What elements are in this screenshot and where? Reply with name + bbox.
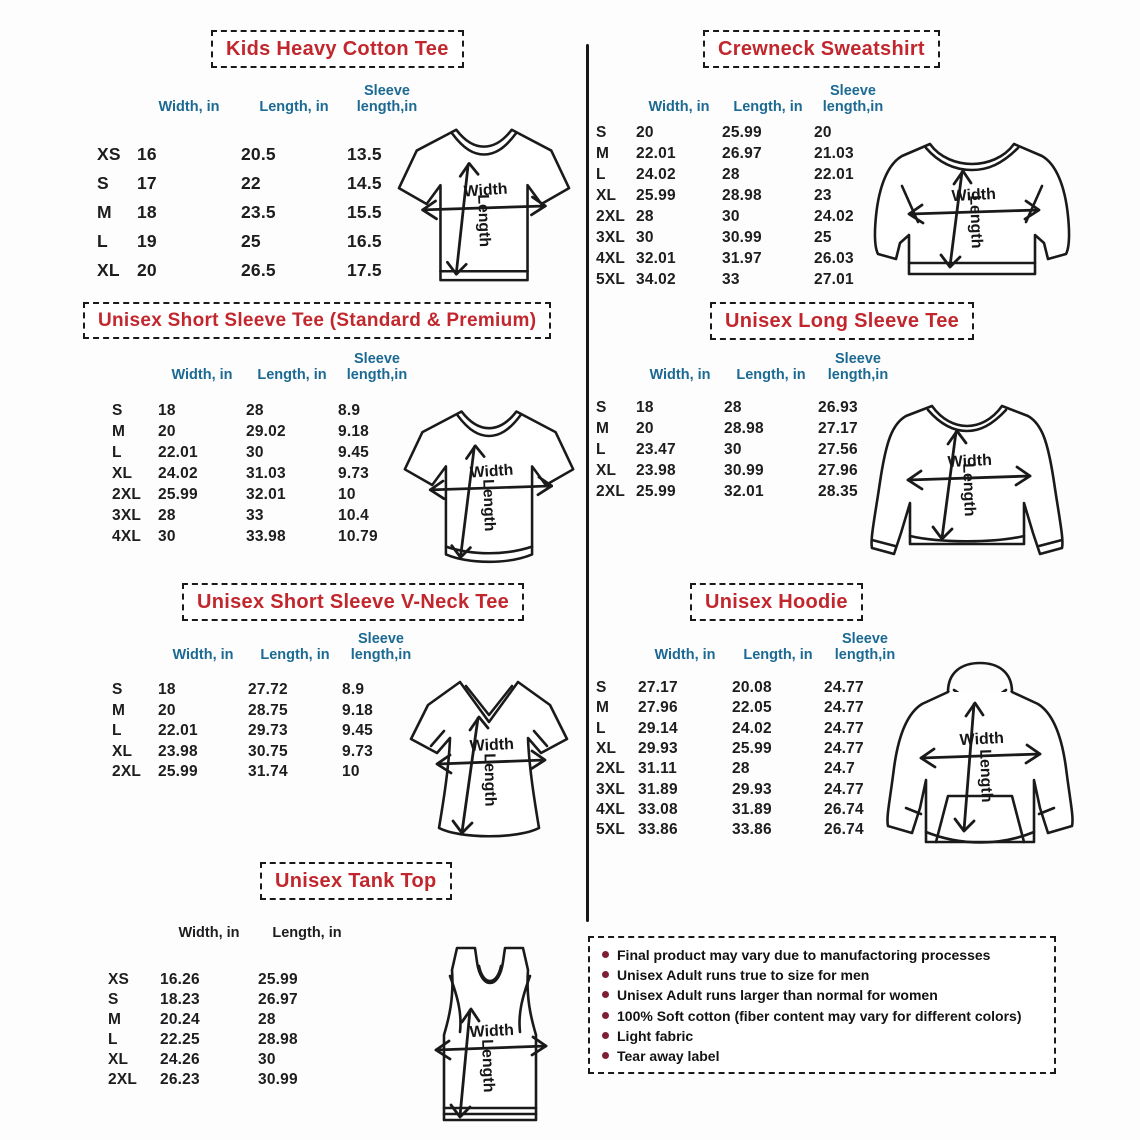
measurement-value: 20 — [158, 422, 176, 440]
measurement-value: 34.02 — [636, 270, 676, 288]
column-header: Width, in — [172, 647, 234, 664]
size-row — [112, 526, 416, 547]
size-label: M — [596, 144, 610, 162]
column-header: Width, in — [171, 367, 233, 384]
measurement-value: 27.01 — [814, 270, 854, 288]
measurement-value: 30 — [158, 527, 176, 545]
size-row — [112, 442, 416, 463]
length-arrow-label: Length — [966, 194, 985, 249]
width-arrow-label: Width — [469, 461, 514, 482]
column-header: Width, in — [178, 925, 240, 942]
measurement-value: 30.75 — [248, 742, 288, 760]
measurement-value: 10.4 — [338, 506, 369, 524]
measurement-value: 26.74 — [824, 800, 864, 818]
measurement-value: 9.45 — [338, 443, 369, 461]
measurement-value: 20.5 — [241, 144, 276, 164]
size-label: 4XL — [596, 249, 626, 267]
column-header: Width, in — [648, 99, 710, 116]
measurement-value: 20 — [137, 260, 157, 280]
width-arrow-label: Width — [469, 1021, 515, 1042]
measurement-value: 22.01 — [158, 722, 198, 740]
measurement-value: 20.24 — [160, 1011, 200, 1028]
size-row — [596, 206, 892, 227]
note-item — [602, 1008, 1044, 1025]
size-row — [596, 248, 892, 269]
size-row — [108, 1010, 356, 1030]
size-table-unisex-short-sleeve-tee — [112, 350, 416, 547]
bullet-icon — [602, 991, 609, 998]
measurement-value: 31.89 — [732, 800, 772, 818]
note-text: Final product may vary due to manufactoring processes — [617, 947, 991, 963]
measurement-value: 30 — [724, 440, 742, 458]
measurement-value: 29.93 — [732, 780, 772, 798]
bullet-icon — [602, 971, 609, 978]
measurement-value: 27.72 — [248, 681, 288, 699]
size-label: 2XL — [108, 1071, 138, 1088]
column-header: Length, in — [259, 99, 329, 116]
measurement-value: 31.89 — [638, 780, 678, 798]
size-row — [596, 739, 906, 759]
measurement-value: 26.5 — [241, 260, 276, 280]
measurement-value: 31.74 — [248, 763, 288, 781]
measurement-value: 18 — [137, 202, 157, 222]
measurement-value: 25.99 — [258, 971, 298, 988]
column-header: Length, in — [260, 647, 330, 664]
size-row — [97, 256, 427, 285]
size-row — [108, 1030, 356, 1050]
size-row — [596, 418, 898, 439]
size-label: S — [112, 681, 123, 699]
kids-tee-illustration — [390, 110, 578, 294]
column-header: Width, in — [649, 367, 711, 384]
measurement-value: 26.03 — [814, 249, 854, 267]
measurement-value: 27.56 — [818, 440, 858, 458]
measurement-value: 23 — [814, 186, 832, 204]
column-header: Sleeve length,in — [350, 631, 412, 664]
measurement-value: 17.5 — [347, 260, 382, 280]
table-title-unisex-long-sleeve-tee: Unisex Long Sleeve Tee — [710, 302, 974, 340]
measurement-value: 17 — [137, 173, 157, 193]
size-label: M — [596, 699, 610, 717]
size-row — [596, 800, 906, 820]
measurement-value: 25.99 — [722, 123, 762, 141]
measurement-value: 16 — [137, 144, 157, 164]
measurement-value: 24.77 — [824, 740, 864, 758]
measurement-value: 20 — [158, 701, 176, 719]
size-row — [596, 269, 892, 290]
size-row — [596, 439, 898, 460]
size-label: 2XL — [596, 760, 626, 778]
measurement-value: 20 — [636, 123, 654, 141]
size-label: L — [112, 443, 122, 461]
length-arrow-label: Length — [976, 748, 995, 803]
measurement-value: 22.25 — [160, 1031, 200, 1048]
measurement-value: 24.02 — [732, 719, 772, 737]
measurement-value: 25.99 — [158, 485, 198, 503]
note-text: Unisex Adult runs true to size for men — [617, 967, 870, 984]
size-row — [97, 198, 427, 227]
size-row — [596, 481, 898, 502]
size-label: 3XL — [596, 228, 626, 246]
measurement-value: 29.14 — [638, 719, 678, 737]
size-label: M — [112, 422, 126, 440]
long-sleeve-tee-illustration — [860, 388, 1086, 580]
note-item — [602, 1048, 1044, 1065]
column-header: Length, in — [272, 925, 342, 942]
measurement-value: 9.18 — [342, 701, 373, 719]
note-text: Light fabric — [617, 1027, 694, 1044]
width-arrow-label: Width — [463, 180, 509, 201]
measurement-value: 23.47 — [636, 440, 676, 458]
size-row — [596, 227, 892, 248]
crewneck-sweatshirt-illustration — [866, 126, 1078, 296]
size-row — [596, 164, 892, 185]
size-label: 5XL — [596, 270, 626, 288]
measurement-value: 16.26 — [160, 971, 200, 988]
measurement-value: 15.5 — [347, 202, 382, 222]
width-arrow-label: Width — [469, 735, 515, 756]
size-label: M — [97, 202, 112, 222]
measurement-value: 18 — [158, 681, 176, 699]
size-label: XL — [108, 1051, 129, 1068]
measurement-value: 18 — [158, 401, 176, 419]
size-row — [108, 1050, 356, 1070]
measurement-value: 29.73 — [248, 722, 288, 740]
measurement-value: 28.98 — [722, 186, 762, 204]
size-label: XL — [596, 186, 617, 204]
measurement-value: 29.02 — [246, 422, 286, 440]
measurement-value: 22.01 — [636, 144, 676, 162]
unisex-tee-illustration — [396, 390, 582, 576]
measurement-value: 30 — [636, 228, 654, 246]
size-row — [112, 701, 420, 722]
measurement-value: 27.17 — [818, 419, 858, 437]
size-label: 4XL — [596, 800, 626, 818]
table-title-unisex-hoodie: Unisex Hoodie — [690, 583, 863, 621]
measurement-value: 10 — [342, 763, 360, 781]
size-label: S — [97, 173, 109, 193]
measurement-value: 26.97 — [722, 144, 762, 162]
measurement-value: 33.08 — [638, 800, 678, 818]
size-label: 3XL — [596, 780, 626, 798]
size-row — [112, 505, 416, 526]
size-row — [596, 185, 892, 206]
measurement-value: 32.01 — [246, 485, 286, 503]
measurement-value: 28 — [732, 760, 750, 778]
measurement-value: 21.03 — [814, 144, 854, 162]
measurement-value: 22.05 — [732, 699, 772, 717]
column-header: Width, in — [654, 647, 716, 664]
measurement-value: 24.7 — [824, 760, 855, 778]
column-divider-line — [586, 44, 589, 922]
size-row — [108, 970, 356, 990]
measurement-value: 20 — [814, 123, 832, 141]
measurement-value: 28.75 — [248, 701, 288, 719]
note-item — [602, 967, 1044, 984]
size-row — [97, 227, 427, 256]
note-item — [602, 987, 1044, 1004]
measurement-value: 16.5 — [347, 231, 382, 251]
measurement-value: 25.99 — [158, 763, 198, 781]
width-arrow-label: Width — [959, 729, 1005, 750]
measurement-value: 27.96 — [818, 461, 858, 479]
width-arrow-label: Width — [947, 451, 993, 472]
measurement-value: 31.11 — [638, 760, 677, 778]
size-row — [112, 762, 420, 783]
measurement-value: 33.98 — [246, 527, 286, 545]
table-title-unisex-short-sleeve-tee: Unisex Short Sleeve Tee (Standard & Premium) — [83, 302, 551, 339]
measurement-value: 30 — [246, 443, 264, 461]
size-table-kids-heavy-cotton-tee — [97, 82, 427, 285]
note-item — [602, 947, 1044, 964]
measurement-value: 18.23 — [160, 991, 200, 1008]
size-label: XL — [596, 461, 617, 479]
size-label: L — [596, 165, 606, 183]
size-label: L — [108, 1031, 118, 1048]
size-row — [596, 698, 906, 718]
column-header: Length, in — [733, 99, 803, 116]
measurement-value: 33 — [246, 506, 264, 524]
size-table-unisex-long-sleeve-tee — [596, 350, 898, 502]
measurement-value: 19 — [137, 231, 157, 251]
column-header: Length, in — [257, 367, 327, 384]
size-row — [108, 990, 356, 1010]
size-label: XL — [112, 464, 133, 482]
size-label: S — [596, 679, 607, 697]
product-notes-box — [588, 936, 1056, 1074]
size-label: S — [596, 123, 607, 141]
size-label: M — [596, 419, 610, 437]
size-row — [596, 397, 898, 418]
measurement-value: 18 — [636, 398, 654, 416]
size-row — [108, 1070, 356, 1090]
size-row — [112, 421, 416, 442]
measurement-value: 23.98 — [158, 742, 198, 760]
size-row — [97, 140, 427, 169]
measurement-value: 24.26 — [160, 1051, 200, 1068]
measurement-value: 23.98 — [636, 461, 676, 479]
measurement-value: 30 — [258, 1051, 276, 1068]
table-title-crewneck-sweatshirt: Crewneck Sweatshirt — [703, 30, 940, 68]
measurement-value: 26.23 — [160, 1071, 200, 1088]
size-row — [112, 484, 416, 505]
column-header: Sleeve length,in — [822, 83, 884, 116]
column-header: Sleeve length,in — [346, 351, 408, 384]
measurement-value: 22.01 — [158, 443, 198, 461]
size-label: 3XL — [112, 506, 142, 524]
tank-top-illustration — [404, 940, 576, 1128]
size-row — [596, 460, 898, 481]
size-table-unisex-tank-top — [108, 908, 356, 1090]
measurement-value: 33.86 — [638, 821, 678, 839]
measurement-value: 30.99 — [724, 461, 764, 479]
size-label: 5XL — [596, 821, 626, 839]
size-label: M — [108, 1011, 122, 1028]
size-label: 4XL — [112, 527, 142, 545]
measurement-value: 32.01 — [636, 249, 676, 267]
measurement-value: 31.97 — [722, 249, 762, 267]
measurement-value: 9.45 — [342, 722, 373, 740]
size-label: 2XL — [596, 207, 626, 225]
measurement-value: 9.73 — [338, 464, 369, 482]
note-item — [602, 1028, 1044, 1045]
column-header: Length, in — [743, 647, 813, 664]
measurement-value: 9.73 — [342, 742, 373, 760]
measurement-value: 24.02 — [158, 464, 198, 482]
size-label: L — [112, 722, 122, 740]
measurement-value: 33 — [722, 270, 740, 288]
size-row — [112, 742, 420, 763]
measurement-value: 25.99 — [732, 740, 772, 758]
measurement-value: 27.17 — [638, 679, 678, 697]
bullet-icon — [602, 1032, 609, 1039]
table-title-unisex-v-neck-tee: Unisex Short Sleeve V-Neck Tee — [182, 583, 524, 621]
measurement-value: 28.98 — [258, 1031, 298, 1048]
measurement-value: 28 — [158, 506, 176, 524]
measurement-value: 9.18 — [338, 422, 369, 440]
size-label: XL — [596, 740, 617, 758]
measurement-value: 25 — [241, 231, 261, 251]
measurement-value: 24.77 — [824, 780, 864, 798]
measurement-value: 32.01 — [724, 482, 764, 500]
size-row — [112, 463, 416, 484]
measurement-value: 25.99 — [636, 482, 676, 500]
size-row — [97, 169, 427, 198]
measurement-value: 24.77 — [824, 679, 864, 697]
size-row — [596, 779, 906, 799]
measurement-value: 27.96 — [638, 699, 678, 717]
size-label: 2XL — [112, 485, 142, 503]
measurement-value: 28.98 — [724, 419, 764, 437]
measurement-value: 30.99 — [722, 228, 762, 246]
measurement-value: 24.02 — [636, 165, 676, 183]
size-label: L — [97, 231, 108, 251]
measurement-value: 22.01 — [814, 165, 854, 183]
size-label: S — [112, 401, 123, 419]
measurement-value: 28 — [636, 207, 654, 225]
length-arrow-label: Length — [478, 1038, 497, 1093]
measurement-value: 28 — [724, 398, 742, 416]
measurement-value: 14.5 — [347, 173, 382, 193]
length-arrow-label: Length — [474, 194, 493, 248]
size-row — [596, 759, 906, 779]
measurement-value: 30 — [722, 207, 740, 225]
size-label: 2XL — [596, 482, 626, 500]
measurement-value: 25.99 — [636, 186, 676, 204]
size-row — [596, 820, 906, 840]
size-row — [596, 143, 892, 164]
measurement-value: 25 — [814, 228, 832, 246]
bullet-icon — [602, 1052, 609, 1059]
size-row — [112, 680, 420, 701]
measurement-value: 8.9 — [338, 401, 361, 419]
measurement-value: 13.5 — [347, 144, 382, 164]
measurement-value: 28 — [722, 165, 740, 183]
hoodie-illustration — [876, 658, 1084, 862]
note-text: Unisex Adult runs larger than normal for women — [617, 987, 938, 1004]
size-row — [596, 122, 892, 143]
size-table-unisex-v-neck-tee — [112, 630, 420, 783]
size-row — [112, 721, 420, 742]
size-label: L — [596, 719, 606, 737]
size-label: XS — [97, 144, 121, 164]
measurement-value: 33.86 — [732, 821, 772, 839]
measurement-value: 24.02 — [814, 207, 854, 225]
size-table-unisex-hoodie — [596, 630, 906, 840]
measurement-value: 10.79 — [338, 527, 378, 545]
measurement-value: 8.9 — [342, 681, 365, 699]
size-label: L — [596, 440, 606, 458]
column-header: Sleeve length,in — [356, 83, 418, 116]
size-row — [112, 400, 416, 421]
measurement-value: 20.08 — [732, 679, 772, 697]
size-label: XL — [97, 260, 120, 280]
measurement-value: 10 — [338, 485, 356, 503]
width-arrow-label: Width — [951, 185, 997, 206]
size-label: XS — [108, 971, 130, 988]
size-label: 2XL — [112, 763, 142, 781]
measurement-value: 28 — [258, 1011, 276, 1028]
size-label: S — [108, 991, 119, 1008]
note-text: Tear away label — [617, 1048, 720, 1065]
size-table-crewneck-sweatshirt — [596, 82, 892, 290]
bullet-icon — [602, 1012, 609, 1019]
column-header: Width, in — [158, 99, 220, 116]
length-arrow-label: Length — [480, 753, 499, 807]
bullet-icon — [602, 951, 609, 958]
v-neck-tee-illustration — [398, 660, 580, 848]
size-label: S — [596, 398, 607, 416]
length-arrow-label: Length — [959, 462, 978, 517]
measurement-value: 31.03 — [246, 464, 286, 482]
size-label: XL — [112, 742, 133, 760]
measurement-value: 26.74 — [824, 821, 864, 839]
measurement-value: 24.77 — [824, 719, 864, 737]
table-title-unisex-tank-top: Unisex Tank Top — [260, 862, 452, 900]
measurement-value: 28 — [246, 401, 264, 419]
table-title-kids-heavy-cotton-tee: Kids Heavy Cotton Tee — [211, 30, 464, 68]
size-row — [596, 719, 906, 739]
measurement-value: 20 — [636, 419, 654, 437]
column-header: Length, in — [736, 367, 806, 384]
measurement-value: 23.5 — [241, 202, 276, 222]
size-label: M — [112, 701, 126, 719]
note-text: 100% Soft cotton (fiber content may vary for different colors) — [617, 1007, 1022, 1024]
measurement-value: 30.99 — [258, 1071, 298, 1088]
measurement-value: 26.93 — [818, 398, 858, 416]
measurement-value: 29.93 — [638, 740, 678, 758]
column-header: Sleeve length,in — [834, 631, 896, 664]
column-header: Sleeve length,in — [827, 351, 889, 384]
length-arrow-label: Length — [479, 478, 499, 532]
measurement-value: 28.35 — [818, 482, 858, 500]
measurement-value: 26.97 — [258, 991, 298, 1008]
size-row — [596, 678, 906, 698]
measurement-value: 24.77 — [824, 699, 864, 717]
measurement-value: 22 — [241, 173, 261, 193]
